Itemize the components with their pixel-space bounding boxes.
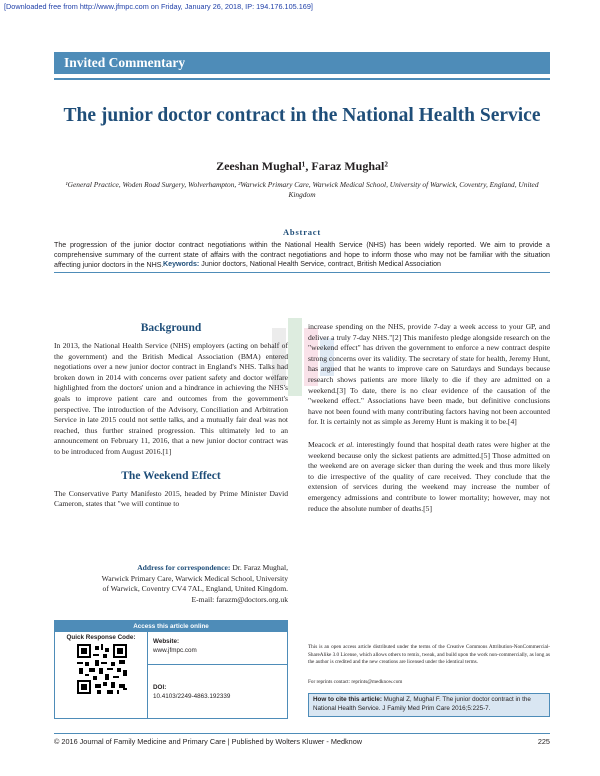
right-paragraph-1: increase spending on the NHS, provide 7-day a week access to your GP, and deliver a truly 7-day NHS."[2] This manifesto pledge alongside research on the "weekend effect" has driven the government to enforce a new contract despite strong concerns over its validity. The secretary of state for health, Jeremy Hunt, has argued that he wants to improve care on Saturdays and Sundays because research shows patients are more likely to die if they are admitted on a weekend.[3] To date, there is no clear evidence of the causation of the "weekend effect." Associations have been made, but definitive conclusions have not been found with many contributing factors having not been accounted for. It is certainly not as simple as Jeremy Hunt is making it to be.[4] [308, 322, 550, 427]
license-text: This is an open access article distributed under the terms of the Creative Commons Attribution-NonCommercial-ShareAlike 3.0 License, which allows others to remix, tweak, and build upon the work non-commercially, as long as the author is credited and the new creations are licensed under the identical terms. [308, 644, 550, 665]
abstract-heading: Abstract [282, 227, 322, 237]
abstract-text: The progression of the junior doctor contract negotiations within the National Health Service (NHS) has been widely reported. We aim to provide a comprehensive summary of the current state of affairs with the contract negotiations and hope to inform those who may not be familiar with the situation affecting junior doctors in the NHS. [54, 241, 550, 269]
keywords-rule [54, 272, 550, 273]
page-number: 225 [537, 737, 550, 746]
section-banner [54, 52, 550, 74]
keywords-label: Keywords: [163, 260, 200, 268]
access-heading: Access this article online [55, 621, 287, 632]
qr-section [55, 632, 148, 718]
reprints-contact: For reprints contact: reprints@medknow.com [308, 679, 403, 685]
keywords-list: Junior doctors, National Health Service, contract, British Medical Association [201, 260, 441, 268]
correspondence-label: Address for correspondence: [137, 563, 231, 572]
weekend-effect-heading: The Weekend Effect [121, 469, 221, 482]
footer-rule [54, 733, 550, 734]
meta-divider [148, 664, 287, 665]
background-paragraph: In 2013, the National Health Service (NHS) employers (acting on behalf of the government) and the British Medical Association (BMA) entered negotiations over a new junior doctor contract in England's NHS. Talks had broken down in 2014 with concerns over patient safety and doctor welfare highlighted from the doctors' union and a hindrance in achieving the NHS's goals to improve patient care and outcomes from the government's perspective. The introduction of the Advisory, Conciliation and Arbitration Service in late 2015 could not settle talks, and a mutually fair deal was not reached, thus further strained progression. This ultimately led to an announcement on February 11, 2016, that a new junior doctor contract was to be introduced from August 2016.[1] [54, 341, 288, 456]
qr-code-icon[interactable] [77, 644, 127, 694]
citation-text: Mughal Z, Mughal F. The junior doctor contract in the National Health Service. J Family Med Prim Care 2016;5:225-7. [313, 696, 531, 712]
citation-box [308, 693, 550, 717]
meta-section [148, 632, 287, 718]
download-notice: [Downloaded free from http://www.jfmpc.com on Friday, January 26, 2018, IP: 194.176.105.169] [4, 2, 313, 11]
correspondence-line2: of Warwick, Coventry CV4 7AL, England, United Kingdom. [102, 584, 288, 594]
correspondence-line1: Warwick Primary Care, Warwick Medical School, University [101, 573, 288, 583]
keywords [54, 260, 550, 268]
weekend-effect-paragraph: The Conservative Party Manifesto 2015, headed by Prime Minister David Cameron, states that "we will continue to [54, 488, 288, 509]
affiliations: ¹General Practice, Woden Road Surgery, Wolverhampton, ²Warwick Primary Care, Warwick Medical School, University of Warwick, Coventry, England, United Kingdom [65, 180, 539, 199]
correspondence-email[interactable]: E-mail: farazm@doctors.org.uk [191, 594, 288, 604]
background-heading: Background [140, 322, 202, 334]
section-label: Invited Commentary [64, 55, 186, 70]
left-column [54, 322, 288, 510]
qr-label: Quick Response Code: [66, 634, 136, 641]
website-row [148, 638, 287, 655]
doi-row [148, 684, 287, 701]
correspondence-block [54, 563, 288, 605]
doi-label: DOI: [153, 684, 167, 691]
doi-value[interactable]: 10.4103/2249-4863.192339 [153, 692, 231, 700]
footer-text: © 2016 Journal of Family Medicine and Primary Care | Published by Wolters Kluwer - Medknow [54, 737, 363, 746]
right-paragraph-2: Meacock et al. interestingly found that hospital death rates were higher at the weekend because only the sickest patients are admitted.[5] Those admitted on the weekend are on average sicker than during the week and thus more likely to die irrespective of the quality of care received. They conclude that the extension of services during the weekend may increase the number of emergency admissions and contribute to lower mortality; however, may not reduce the absolute number of deaths.[5] [308, 439, 550, 513]
correspondence-name: Dr. Faraz Mughal, [230, 563, 288, 572]
authors: Zeeshan Mughal¹, Faraz Mughal² [216, 159, 388, 173]
access-box [54, 620, 288, 719]
website-link[interactable]: www.jfmpc.com [153, 646, 197, 654]
right-column [308, 322, 550, 514]
banner-rule [54, 78, 550, 80]
article-title: The junior doctor contract in the National Health Service [63, 105, 541, 126]
website-label: Website: [153, 638, 180, 645]
citation-label: How to cite this article: [313, 696, 382, 703]
